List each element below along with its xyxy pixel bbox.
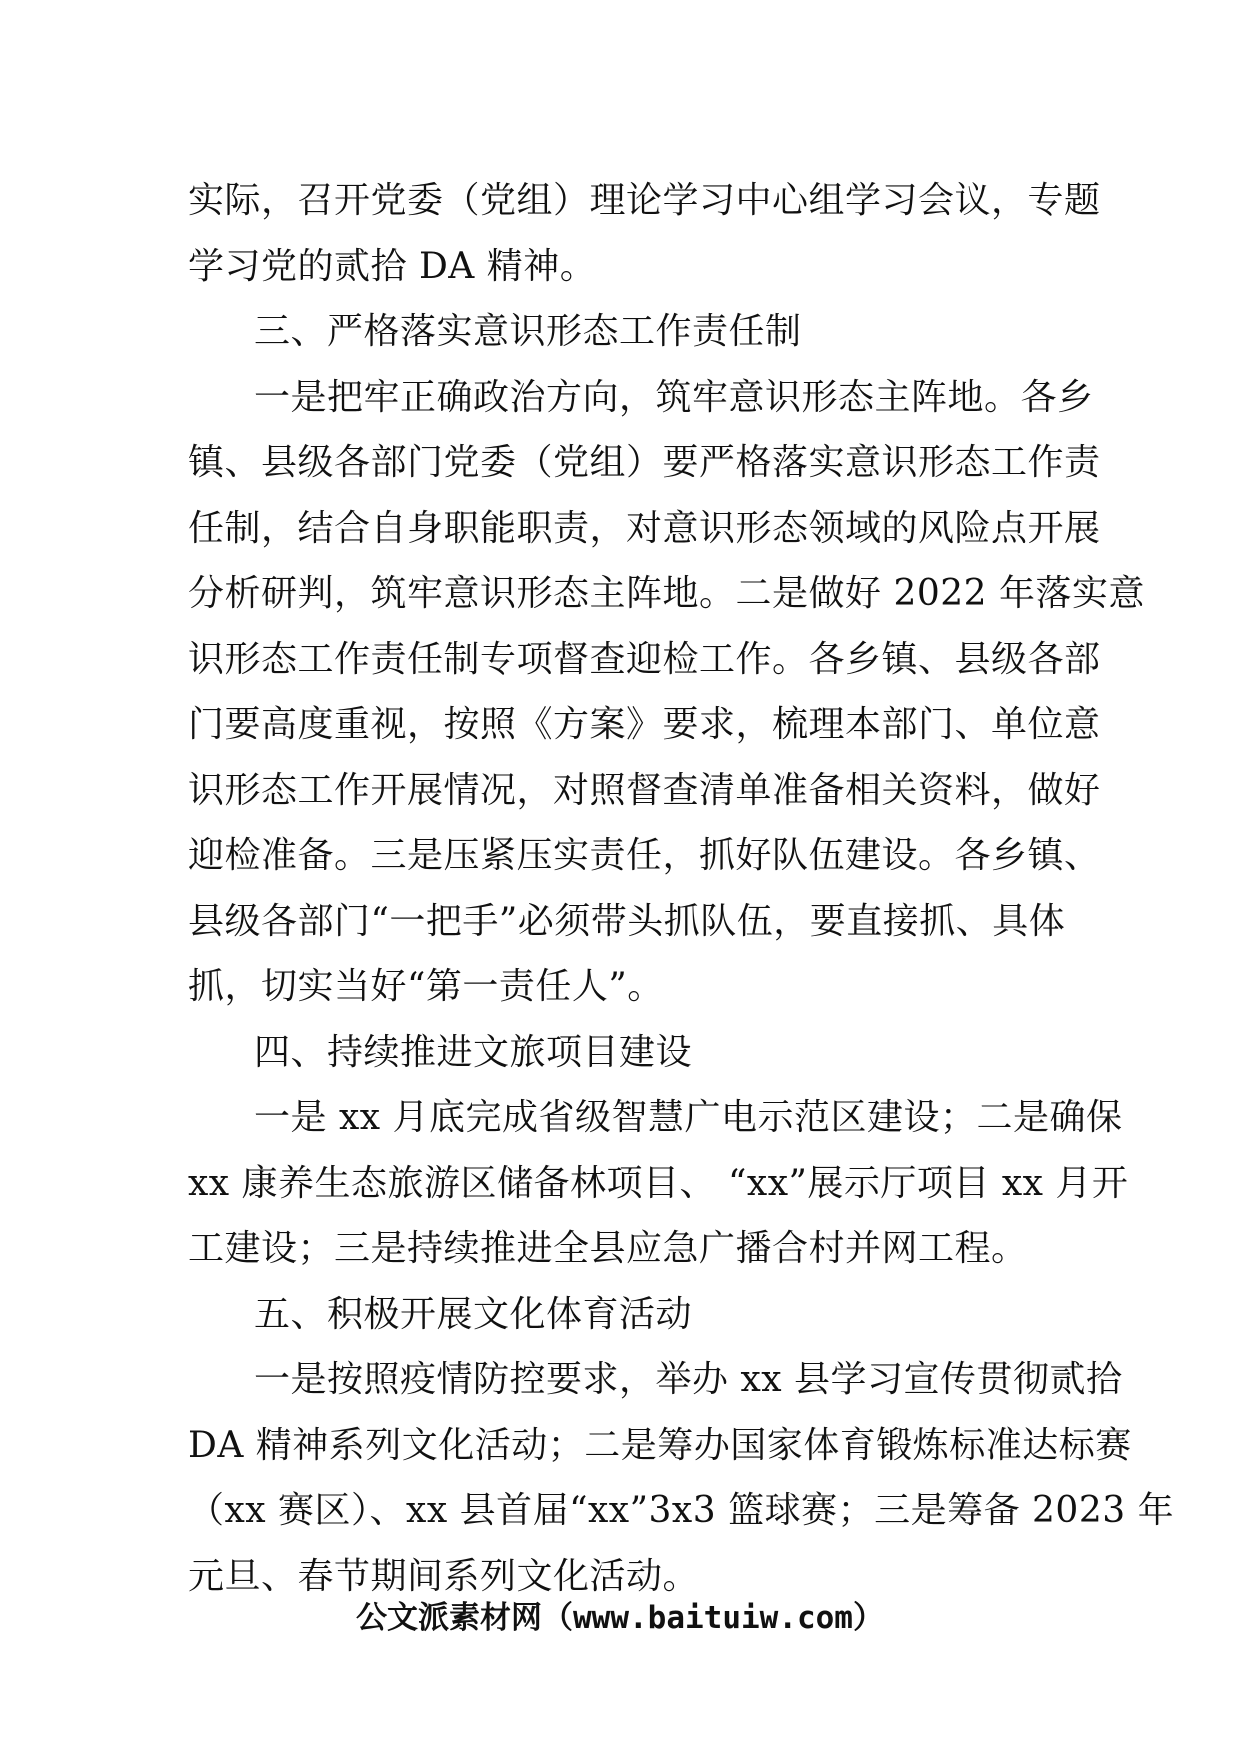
text-line: xx 康养生态旅游区储备林项目、 “xx”展示厅项目 xx 月开 — [188, 1162, 1129, 1204]
text-line: 镇、县级各部门党委（党组）要严格落实意识形态工作责 — [188, 442, 1101, 483]
text-line: 元旦、春节期间系列文化活动。 — [188, 1555, 700, 1597]
text-line: 门要高度重视，按照《方案》要求，梳理本部门、单位意 — [188, 704, 1101, 745]
paragraph-start-line: 一是按照疫情防控要求，举办 xx 县学习宣传贯彻贰拾 — [254, 1359, 1123, 1400]
text-line: 县级各部门“一把手”必须带头抓队伍，要直接抓、具体 — [188, 900, 1066, 942]
text-line: 抓，切实当好“第一责任人”。 — [188, 966, 664, 1007]
text-line: 识形态工作责任制专项督查迎检工作。各乡镇、县级各部 — [188, 638, 1101, 680]
section-heading: 四、持续推进文旅项目建设 — [254, 1031, 693, 1073]
section-heading: 三、严格落实意识形态工作责任制 — [254, 311, 802, 352]
text-line: DA 精神系列文化活动；二是筹办国家体育锻炼标准达标赛 — [188, 1424, 1132, 1466]
text-line: 工建设；三是持续推进全县应急广播合村并网工程。 — [188, 1228, 1028, 1269]
text-line: 学习党的贰拾 DA 精神。 — [188, 245, 597, 287]
text-line: 分析研判，筑牢意识形态主阵地。二是做好 2022 年落实意 — [188, 573, 1146, 614]
text-line: 实际，召开党委（党组）理论学习中心组学习会议，专题 — [188, 180, 1101, 221]
document-body — [188, 168, 1175, 1609]
page-footer-watermark: 公文派素材网（www.baituiw.com） — [356, 1600, 884, 1636]
paragraph-start-line: 一是 xx 月底完成省级智慧广电示范区建设；二是确保 — [254, 1097, 1123, 1138]
paragraph-start-line: 一是把牢正确政治方向，筑牢意识形态主阵地。各乡 — [254, 376, 1094, 418]
text-line: 识形态工作开展情况，对照督查清单准备相关资料，做好 — [188, 769, 1101, 811]
text-line: （xx 赛区）、xx 县首届“xx”3x3 篮球赛；三是筹备 2023 年 — [188, 1490, 1175, 1531]
text-line: 迎检准备。三是压紧压实责任，抓好队伍建设。各乡镇、 — [188, 835, 1101, 876]
text-line: 任制，结合自身职能职责，对意识形态领域的风险点开展 — [188, 507, 1101, 549]
section-heading: 五、积极开展文化体育活动 — [254, 1293, 693, 1335]
